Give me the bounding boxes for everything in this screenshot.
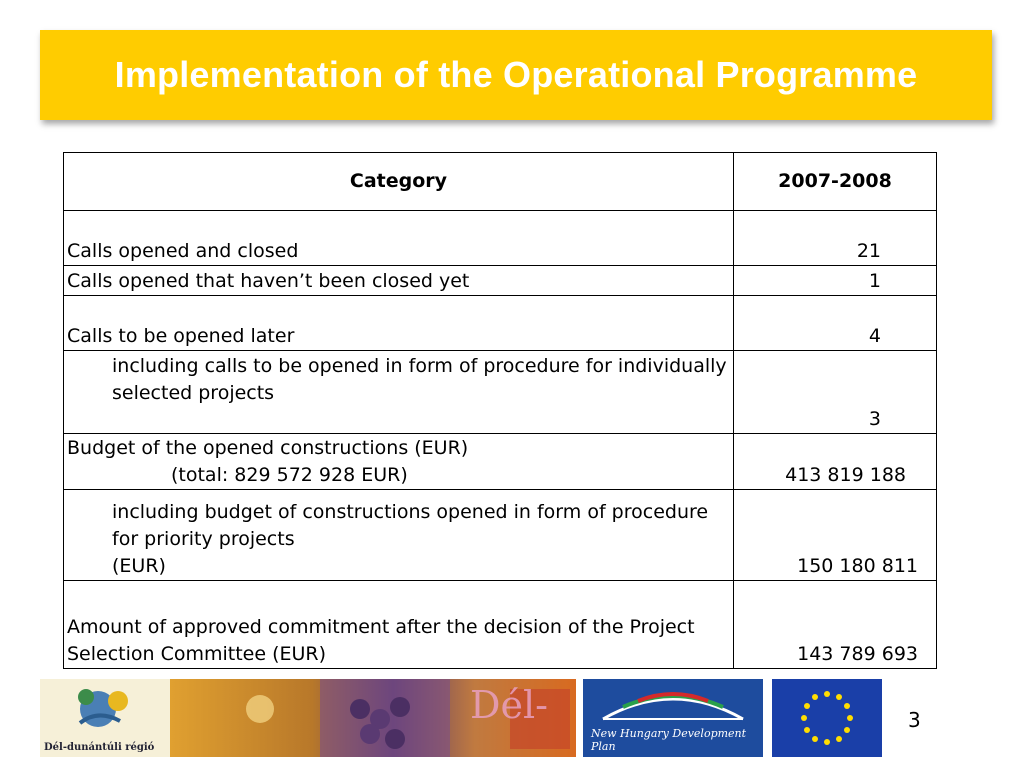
row-category-line2: (total: 829 572 928 EUR): [171, 464, 408, 486]
row-value: 3: [734, 351, 937, 434]
banner-text: Dél-: [470, 683, 548, 727]
data-table: [63, 152, 937, 669]
row-category: Calls opened that haven’t been closed yet: [64, 266, 734, 296]
row-category: Amount of approved commitment after the decision of the Project Selection Committee (EUR): [64, 581, 734, 669]
row-value: 4: [734, 296, 937, 351]
row-category: [64, 434, 734, 490]
row-category-line1: including budget of constructions opened in form of procedure for priority projects: [112, 501, 709, 550]
table-row: [64, 266, 937, 296]
eu-flag: [772, 679, 882, 757]
row-category: including calls to be opened in form of procedure for individually selected projects: [64, 351, 734, 434]
row-value: 413 819 188: [734, 434, 937, 490]
row-category-line2: (EUR): [112, 555, 166, 577]
row-value: 1: [734, 266, 937, 296]
table-row: [64, 490, 937, 581]
row-value: 150 180 811: [734, 490, 937, 581]
title-bar: [40, 30, 992, 120]
table-row: [64, 351, 937, 434]
eu-stars-icon: [772, 679, 882, 757]
row-category: [64, 490, 734, 581]
page-number: 3: [908, 708, 921, 732]
row-category: Calls to be opened later: [64, 296, 734, 351]
nhdp-text: New Hungary Development Plan: [591, 727, 747, 753]
table-header-row: [64, 153, 937, 211]
row-category: Calls opened and closed: [64, 211, 734, 266]
slide-title: Implementation of the Operational Programme: [114, 54, 918, 95]
table-row: [64, 211, 937, 266]
bridge-icon: [583, 679, 763, 729]
region-logo-text: Dél-dunántúli régió: [44, 742, 155, 753]
header-period: 2007-2008: [734, 153, 937, 211]
nhdp-logo: [583, 679, 763, 757]
row-value: 21: [734, 211, 937, 266]
collage-banner: [170, 679, 576, 757]
row-value: 143 789 693: [734, 581, 937, 669]
table-row: [64, 296, 937, 351]
row-category-line1: Budget of the opened constructions (EUR): [67, 437, 469, 459]
table-row: [64, 434, 937, 490]
header-category: Category: [64, 153, 734, 211]
region-logo: [40, 679, 170, 757]
table-row: [64, 581, 937, 669]
